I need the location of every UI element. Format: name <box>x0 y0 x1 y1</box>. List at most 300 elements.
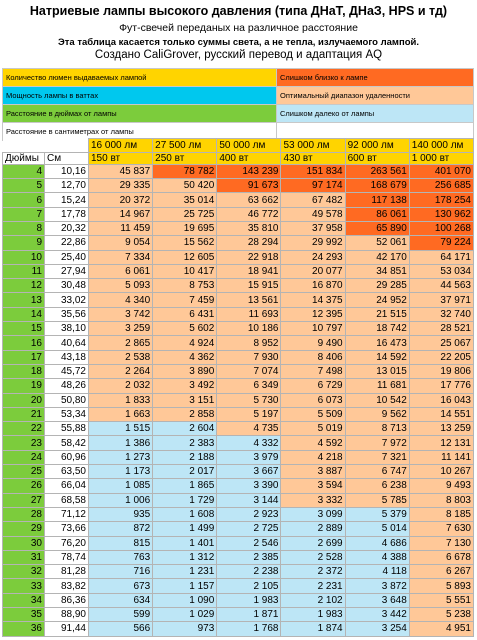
inch-cell: 9 <box>3 236 45 250</box>
footcandle-cell: 3 442 <box>345 608 409 622</box>
watts-header-cell: 150 вт <box>89 152 153 164</box>
footcandle-cell: 14 551 <box>409 407 473 421</box>
table-row <box>3 207 474 221</box>
footcandle-cell: 2 383 <box>153 436 217 450</box>
footcandle-cell: 29 992 <box>281 236 345 250</box>
footcandle-cell: 19 695 <box>153 221 217 235</box>
subtitle-footcandles: Фут-свечей переданых на различное расстояние <box>119 22 358 34</box>
footcandle-cell: 117 138 <box>345 193 409 207</box>
inch-cell: 5 <box>3 179 45 193</box>
table-row <box>3 364 474 378</box>
cm-cell: 35,56 <box>45 307 89 321</box>
footcandle-cell: 14 375 <box>281 293 345 307</box>
cm-cell: 22,86 <box>45 236 89 250</box>
footcandle-cell: 35 014 <box>153 193 217 207</box>
cm-cell: 45,72 <box>45 364 89 378</box>
table-row <box>3 307 474 321</box>
footcandle-cell: 22 918 <box>217 250 281 264</box>
inch-cell: 30 <box>3 536 45 550</box>
footcandle-cell: 1 874 <box>281 622 345 636</box>
table-row <box>3 579 474 593</box>
footcandle-cell: 10 417 <box>153 264 217 278</box>
footcandle-cell: 2 238 <box>217 565 281 579</box>
table-row <box>3 465 474 479</box>
cm-cell: 43,18 <box>45 350 89 364</box>
watts-header-cell: 430 вт <box>281 152 345 164</box>
watts-header-cell: 1 000 вт <box>409 152 473 164</box>
inch-cell: 35 <box>3 608 45 622</box>
table-row <box>3 164 474 178</box>
footcandle-cell: 5 509 <box>281 407 345 421</box>
footcandle-cell: 9 493 <box>409 479 473 493</box>
footcandle-cell: 5 238 <box>409 608 473 622</box>
footcandle-cell: 6 729 <box>281 379 345 393</box>
footcandle-cell: 5 785 <box>345 493 409 507</box>
footcandle-cell: 2 017 <box>153 465 217 479</box>
legend-watts: Мощность лампы в ваттах <box>3 87 277 105</box>
footcandle-cell: 3 099 <box>281 507 345 521</box>
footcandle-cell: 7 930 <box>217 350 281 364</box>
footcandle-cell: 2 528 <box>281 550 345 564</box>
footcandle-cell: 1 090 <box>153 593 217 607</box>
footcandle-cell: 4 118 <box>345 565 409 579</box>
footcandle-cell: 25 725 <box>153 207 217 221</box>
footcandle-cell: 6 267 <box>409 565 473 579</box>
footcandle-cell: 78 782 <box>153 164 217 178</box>
cm-cell: 12,70 <box>45 179 89 193</box>
footcandle-cell: 53 034 <box>409 264 473 278</box>
footcandle-cell: 6 678 <box>409 550 473 564</box>
footcandle-cell: 130 962 <box>409 207 473 221</box>
footcandle-cell: 2 889 <box>281 522 345 536</box>
table-row <box>3 436 474 450</box>
table-row <box>3 622 474 636</box>
subtitle-credits: Создано CaliGrover, русский перевод и адаптация AQ <box>94 49 383 61</box>
footcandle-cell: 2 264 <box>89 364 153 378</box>
footcandle-cell: 1 729 <box>153 493 217 507</box>
table-row <box>3 422 474 436</box>
cm-cell: 53,34 <box>45 407 89 421</box>
footcandle-cell: 5 379 <box>345 507 409 521</box>
footcandle-cell: 8 406 <box>281 350 345 364</box>
footcandle-cell: 1 029 <box>153 608 217 622</box>
illumination-table <box>2 138 474 637</box>
footcandle-cell: 6 431 <box>153 307 217 321</box>
table-row <box>3 221 474 235</box>
watts-header-row <box>3 152 474 164</box>
footcandle-cell: 6 747 <box>345 465 409 479</box>
footcandle-cell: 1 499 <box>153 522 217 536</box>
footcandle-cell: 5 014 <box>345 522 409 536</box>
footcandle-cell: 1 515 <box>89 422 153 436</box>
footcandle-cell: 11 141 <box>409 450 473 464</box>
footcandle-cell: 37 958 <box>281 221 345 235</box>
footcandle-cell: 32 740 <box>409 307 473 321</box>
inch-cell: 25 <box>3 465 45 479</box>
table-row <box>3 393 474 407</box>
footcandle-cell: 4 362 <box>153 350 217 364</box>
footcandle-cell: 3 390 <box>217 479 281 493</box>
footcandle-cell: 4 592 <box>281 436 345 450</box>
footcandle-cell: 11 459 <box>89 221 153 235</box>
footcandle-cell: 935 <box>89 507 153 521</box>
footcandle-cell: 13 561 <box>217 293 281 307</box>
footcandle-cell: 2 188 <box>153 450 217 464</box>
footcandle-cell: 634 <box>89 593 153 607</box>
footcandle-cell: 10 797 <box>281 322 345 336</box>
footcandle-cell: 6 238 <box>345 479 409 493</box>
footcandle-cell: 28 521 <box>409 322 473 336</box>
footcandle-cell: 7 498 <box>281 364 345 378</box>
lumens-header-cell: 50 000 лм <box>217 139 281 153</box>
footcandle-cell: 34 851 <box>345 264 409 278</box>
footcandle-cell: 1 768 <box>217 622 281 636</box>
footcandle-cell: 5 730 <box>217 393 281 407</box>
table-row <box>3 379 474 393</box>
inch-cell: 20 <box>3 393 45 407</box>
cm-cell: 78,74 <box>45 550 89 564</box>
footcandle-cell: 6 073 <box>281 393 345 407</box>
footcandle-cell: 2 385 <box>217 550 281 564</box>
cm-cell: 50,80 <box>45 393 89 407</box>
footcandle-cell: 2 699 <box>281 536 345 550</box>
footcandle-cell: 263 561 <box>345 164 409 178</box>
footcandle-cell: 1 273 <box>89 450 153 464</box>
footcandle-cell: 25 067 <box>409 336 473 350</box>
footcandle-cell: 1 608 <box>153 507 217 521</box>
footcandle-cell: 7 972 <box>345 436 409 450</box>
footcandle-cell: 4 735 <box>217 422 281 436</box>
cm-cell: 25,40 <box>45 250 89 264</box>
table-row <box>3 264 474 278</box>
footcandle-cell: 67 482 <box>281 193 345 207</box>
footcandle-cell: 91 673 <box>217 179 281 193</box>
cm-cell: 58,42 <box>45 436 89 450</box>
cm-cell: 20,32 <box>45 221 89 235</box>
footcandle-cell: 100 268 <box>409 221 473 235</box>
cm-cell: 38,10 <box>45 322 89 336</box>
footcandle-cell: 7 334 <box>89 250 153 264</box>
footcandle-cell: 15 562 <box>153 236 217 250</box>
footcandle-cell: 18 742 <box>345 322 409 336</box>
inch-cell: 26 <box>3 479 45 493</box>
footcandle-cell: 1 157 <box>153 579 217 593</box>
inch-cell: 21 <box>3 407 45 421</box>
footcandle-cell: 2 231 <box>281 579 345 593</box>
footcandle-cell: 8 185 <box>409 507 473 521</box>
inch-cell: 27 <box>3 493 45 507</box>
cm-cell: 48,26 <box>45 379 89 393</box>
footcandle-cell: 14 592 <box>345 350 409 364</box>
footcandle-cell: 256 685 <box>409 179 473 193</box>
footcandle-cell: 16 473 <box>345 336 409 350</box>
footcandle-cell: 151 834 <box>281 164 345 178</box>
footcandle-cell: 3 594 <box>281 479 345 493</box>
footcandle-cell: 16 043 <box>409 393 473 407</box>
footcandle-cell: 5 197 <box>217 407 281 421</box>
footcandle-cell: 2 858 <box>153 407 217 421</box>
footcandle-cell: 3 332 <box>281 493 345 507</box>
footcandle-cell: 37 971 <box>409 293 473 307</box>
footcandle-cell: 5 019 <box>281 422 345 436</box>
footcandle-cell: 973 <box>153 622 217 636</box>
table-row <box>3 593 474 607</box>
footcandle-cell: 7 130 <box>409 536 473 550</box>
footcandle-cell: 9 562 <box>345 407 409 421</box>
footcandle-cell: 2 725 <box>217 522 281 536</box>
footcandle-cell: 2 604 <box>153 422 217 436</box>
lumens-header-cell: 16 000 лм <box>89 139 153 153</box>
table-row <box>3 407 474 421</box>
footcandle-cell: 3 144 <box>217 493 281 507</box>
footcandle-cell: 1 983 <box>217 593 281 607</box>
inch-cell: 17 <box>3 350 45 364</box>
footcandle-cell: 2 546 <box>217 536 281 550</box>
footcandle-cell: 13 259 <box>409 422 473 436</box>
cm-cell: 81,28 <box>45 565 89 579</box>
inch-cell: 36 <box>3 622 45 636</box>
cm-cell: 33,02 <box>45 293 89 307</box>
footcandle-cell: 63 662 <box>217 193 281 207</box>
inch-cell: 7 <box>3 207 45 221</box>
footcandle-cell: 4 332 <box>217 436 281 450</box>
footcandle-cell: 24 293 <box>281 250 345 264</box>
footcandle-cell: 1 865 <box>153 479 217 493</box>
inch-cell: 14 <box>3 307 45 321</box>
table-row <box>3 179 474 193</box>
cm-cell: 86,36 <box>45 593 89 607</box>
table-row <box>3 450 474 464</box>
cm-cell: 66,04 <box>45 479 89 493</box>
footcandle-cell: 673 <box>89 579 153 593</box>
footcandle-cell: 5 093 <box>89 279 153 293</box>
footcandle-cell: 4 218 <box>281 450 345 464</box>
footcandle-cell: 1 401 <box>153 536 217 550</box>
footcandle-cell: 17 776 <box>409 379 473 393</box>
footcandle-cell: 9 054 <box>89 236 153 250</box>
inch-cell: 34 <box>3 593 45 607</box>
footcandle-cell: 86 061 <box>345 207 409 221</box>
table-row <box>3 493 474 507</box>
footcandle-cell: 872 <box>89 522 153 536</box>
inch-cell: 29 <box>3 522 45 536</box>
inch-cell: 6 <box>3 193 45 207</box>
page-title: Натриевые лампы высокого давления (типа ДНаТ, ДНаЗ, HPS и тд) <box>29 4 448 18</box>
footcandle-cell: 24 952 <box>345 293 409 307</box>
footcandle-cell: 3 648 <box>345 593 409 607</box>
inch-cell: 28 <box>3 507 45 521</box>
inch-cell: 15 <box>3 322 45 336</box>
footcandle-cell: 2 538 <box>89 350 153 364</box>
footcandle-cell: 28 294 <box>217 236 281 250</box>
footcandle-cell: 1 231 <box>153 565 217 579</box>
footcandle-cell: 3 979 <box>217 450 281 464</box>
legend-table <box>2 68 474 141</box>
footcandle-cell: 815 <box>89 536 153 550</box>
footcandle-cell: 35 810 <box>217 221 281 235</box>
footcandle-cell: 7 459 <box>153 293 217 307</box>
table-row <box>3 550 474 564</box>
footcandle-cell: 7 321 <box>345 450 409 464</box>
header-spacer <box>3 139 45 153</box>
footcandle-cell: 401 070 <box>409 164 473 178</box>
table-row <box>3 322 474 336</box>
table-row <box>3 350 474 364</box>
inch-cell: 22 <box>3 422 45 436</box>
cm-cell: 30,48 <box>45 279 89 293</box>
table-body <box>3 164 474 636</box>
footcandle-cell: 52 061 <box>345 236 409 250</box>
footcandle-cell: 15 915 <box>217 279 281 293</box>
table-row <box>3 279 474 293</box>
cm-cell: 91,44 <box>45 622 89 636</box>
footcandle-cell: 1 386 <box>89 436 153 450</box>
footcandle-cell: 1 312 <box>153 550 217 564</box>
footcandle-cell: 45 837 <box>89 164 153 178</box>
table-row <box>3 193 474 207</box>
footcandle-cell: 8 713 <box>345 422 409 436</box>
footcandle-cell: 11 693 <box>217 307 281 321</box>
inch-cell: 8 <box>3 221 45 235</box>
footcandle-cell: 12 395 <box>281 307 345 321</box>
footcandle-cell: 97 174 <box>281 179 345 193</box>
subtitle-note: Эта таблица касается только суммы света, а не тепла, излучаемого лампой. <box>58 37 419 48</box>
footcandle-cell: 3 667 <box>217 465 281 479</box>
footcandle-cell: 20 077 <box>281 264 345 278</box>
cm-cell: 27,94 <box>45 264 89 278</box>
footcandle-cell: 44 563 <box>409 279 473 293</box>
watts-header-cell: 400 вт <box>217 152 281 164</box>
footcandle-cell: 3 151 <box>153 393 217 407</box>
footcandle-cell: 3 887 <box>281 465 345 479</box>
inch-cell: 16 <box>3 336 45 350</box>
footcandle-cell: 7 630 <box>409 522 473 536</box>
watts-header-cell: 250 вт <box>153 152 217 164</box>
cm-cell: 68,58 <box>45 493 89 507</box>
table-row <box>3 507 474 521</box>
footcandle-cell: 14 967 <box>89 207 153 221</box>
legend-optimal: Оптимальный диапазон удаленности <box>277 87 474 105</box>
footcandle-cell: 168 679 <box>345 179 409 193</box>
table-row <box>3 522 474 536</box>
table-row <box>3 565 474 579</box>
inch-cell: 33 <box>3 579 45 593</box>
legend-inches: Расстояние в дюймах от лампы <box>3 105 277 123</box>
lumens-header-cell: 27 500 лм <box>153 139 217 153</box>
inch-cell: 18 <box>3 364 45 378</box>
footcandle-cell: 46 772 <box>217 207 281 221</box>
footcandle-cell: 6 349 <box>217 379 281 393</box>
footcandle-cell: 1 006 <box>89 493 153 507</box>
inch-cell: 10 <box>3 250 45 264</box>
cm-cell: 17,78 <box>45 207 89 221</box>
footcandle-cell: 6 061 <box>89 264 153 278</box>
lumens-header-row <box>3 139 474 153</box>
table-row <box>3 236 474 250</box>
footcandle-cell: 8 952 <box>217 336 281 350</box>
footcandle-cell: 3 742 <box>89 307 153 321</box>
cm-cell: 10,16 <box>45 164 89 178</box>
table-row <box>3 250 474 264</box>
footcandle-cell: 8 753 <box>153 279 217 293</box>
footcandle-cell: 19 806 <box>409 364 473 378</box>
footcandle-cell: 716 <box>89 565 153 579</box>
footcandle-cell: 29 335 <box>89 179 153 193</box>
cm-cell: 83,82 <box>45 579 89 593</box>
inch-cell: 31 <box>3 550 45 564</box>
footcandle-cell: 65 890 <box>345 221 409 235</box>
footcandle-cell: 29 285 <box>345 279 409 293</box>
footcandle-cell: 11 681 <box>345 379 409 393</box>
table-row <box>3 336 474 350</box>
footcandle-cell: 22 205 <box>409 350 473 364</box>
inch-cell: 4 <box>3 164 45 178</box>
cm-cell: 15,24 <box>45 193 89 207</box>
footcandle-cell: 9 490 <box>281 336 345 350</box>
footcandle-cell: 1 085 <box>89 479 153 493</box>
footcandle-cell: 4 388 <box>345 550 409 564</box>
footcandle-cell: 64 171 <box>409 250 473 264</box>
footcandle-cell: 763 <box>89 550 153 564</box>
cm-cell: 76,20 <box>45 536 89 550</box>
footcandle-cell: 2 032 <box>89 379 153 393</box>
footcandle-cell: 79 224 <box>409 236 473 250</box>
footcandle-cell: 2 923 <box>217 507 281 521</box>
footcandle-cell: 5 551 <box>409 593 473 607</box>
cm-cell: 40,64 <box>45 336 89 350</box>
cm-cell: 71,12 <box>45 507 89 521</box>
footcandle-cell: 1 983 <box>281 608 345 622</box>
footcandle-cell: 4 340 <box>89 293 153 307</box>
footcandle-cell: 1 663 <box>89 407 153 421</box>
footcandle-cell: 4 951 <box>409 622 473 636</box>
table-row <box>3 293 474 307</box>
footcandle-cell: 10 267 <box>409 465 473 479</box>
footcandle-cell: 1 833 <box>89 393 153 407</box>
footcandle-cell: 50 420 <box>153 179 217 193</box>
footcandle-cell: 20 372 <box>89 193 153 207</box>
cm-cell: 60,96 <box>45 450 89 464</box>
footcandle-cell: 3 890 <box>153 364 217 378</box>
table-row <box>3 536 474 550</box>
cm-cell: 88,90 <box>45 608 89 622</box>
lumens-header-cell: 53 000 лм <box>281 139 345 153</box>
footcandle-cell: 10 542 <box>345 393 409 407</box>
footcandle-cell: 3 254 <box>345 622 409 636</box>
footcandle-cell: 5 893 <box>409 579 473 593</box>
footcandle-cell: 12 131 <box>409 436 473 450</box>
footcandle-cell: 566 <box>89 622 153 636</box>
footcandle-cell: 8 803 <box>409 493 473 507</box>
footcandle-cell: 13 015 <box>345 364 409 378</box>
footcandle-cell: 2 102 <box>281 593 345 607</box>
footcandle-cell: 18 941 <box>217 264 281 278</box>
footcandle-cell: 3 492 <box>153 379 217 393</box>
legend-too-far: Слишком далеко от лампы <box>277 105 474 123</box>
footcandle-cell: 5 602 <box>153 322 217 336</box>
footcandle-cell: 178 254 <box>409 193 473 207</box>
footcandle-cell: 7 074 <box>217 364 281 378</box>
lumens-header-cell: 140 000 лм <box>409 139 473 153</box>
footcandle-cell: 42 170 <box>345 250 409 264</box>
inch-cell: 13 <box>3 293 45 307</box>
footcandle-cell: 21 515 <box>345 307 409 321</box>
cm-cell: 73,66 <box>45 522 89 536</box>
header-spacer <box>45 139 89 153</box>
inch-cell: 24 <box>3 450 45 464</box>
footcandle-cell: 4 924 <box>153 336 217 350</box>
footcandle-cell: 16 870 <box>281 279 345 293</box>
